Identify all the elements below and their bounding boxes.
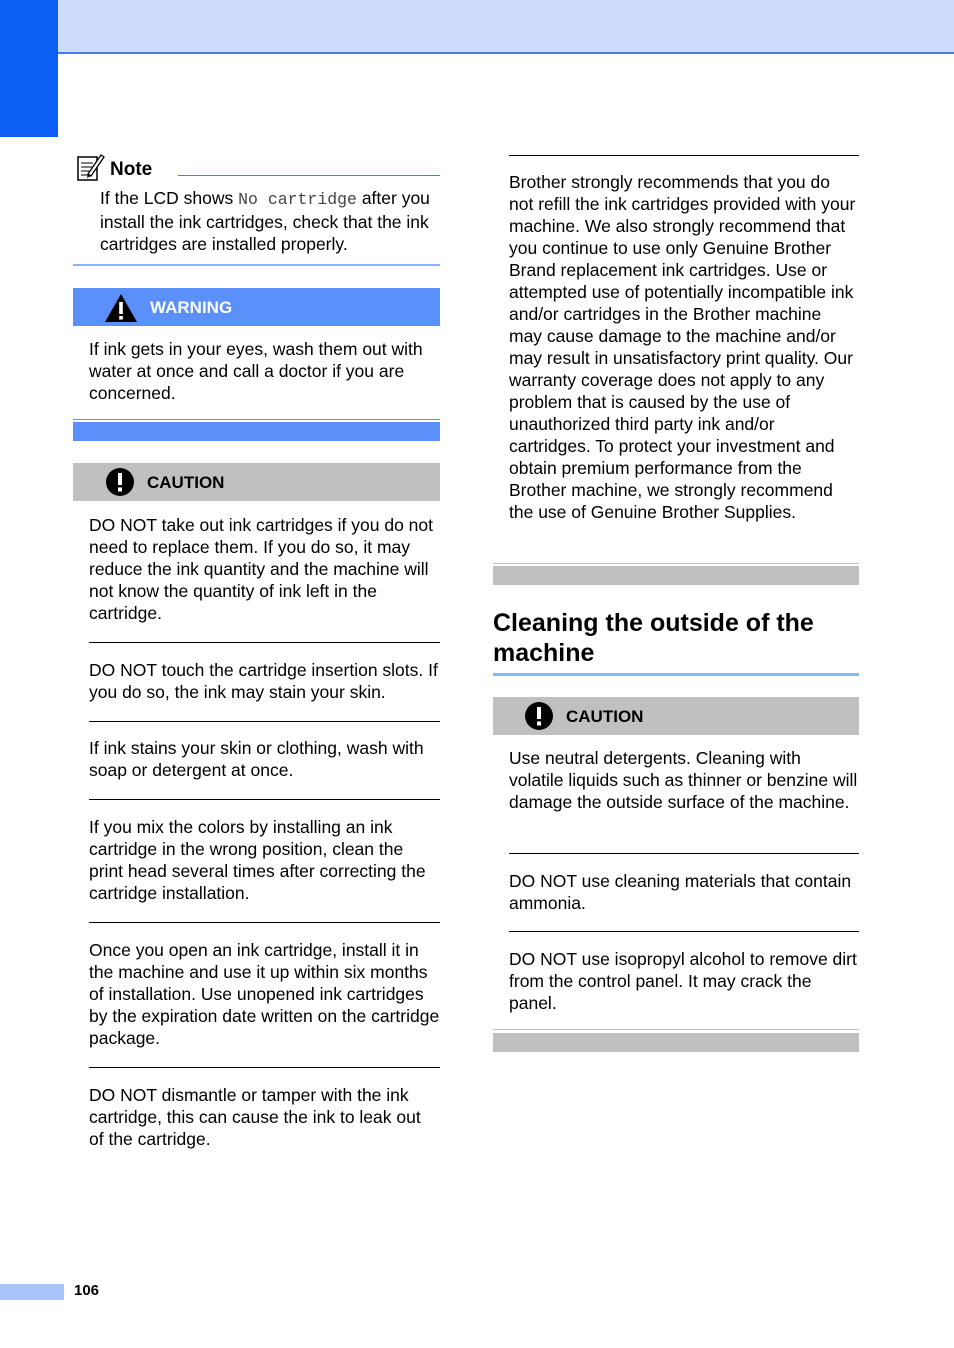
intro-footer-bar <box>493 566 859 585</box>
genuine-supplies-text: Brother strongly recommends that you do not refill the ink cartridges provided with your machine. We also strongly recommend that you continue to use only Genuine Brother Brand replacement ink cartridges. Use or attempted use of potentially incompatible ink and/or cartridges in the Brother machine may cause damage to the machine and/or may result in unsatisfactory print quality. Our warranty coverage does not apply to any problem that is caused by the use of unauthorized third party ink and/or cartridges. To protect your investment and obtain premium performance from the Brother machine, we strongly recommend the use of Genuine Brother Supplies. <box>509 172 856 522</box>
note-icon <box>76 152 106 182</box>
caution-header <box>73 463 440 501</box>
caution-separator <box>89 642 440 643</box>
caution-item: DO NOT take out ink cartridges if you do not need to replace them. If you do so, it may reduce the ink quantity and the machine will not know the quantity of ink left in the cartridge. <box>89 515 434 623</box>
page-number-tab <box>0 1284 64 1300</box>
warning-triangle-icon <box>103 292 139 324</box>
warning-end-rule <box>73 419 440 420</box>
caution-end-rule <box>493 1029 859 1030</box>
caution-separator <box>89 922 440 923</box>
chapter-tab <box>0 0 58 137</box>
caution-item: DO NOT use isopropyl alcohol to remove dirt from the control panel. It may crack the panel. <box>509 949 857 1013</box>
note-title-rule <box>178 175 440 176</box>
top-band <box>0 0 954 54</box>
caution-separator <box>89 799 440 800</box>
section-heading: Cleaning the outside of the machine <box>493 609 814 667</box>
lcd-message: No cartridge <box>238 190 357 209</box>
caution-separator <box>89 1067 440 1068</box>
section-heading-rule <box>493 673 859 676</box>
warning-header <box>73 288 440 326</box>
caution-item: Once you open an ink cartridge, install it in the machine and use it up within six months of installation. Use unopened ink cartridges by the expiration date written on the cartridge package. <box>89 940 440 1048</box>
exclamation-icon <box>525 702 553 730</box>
note-title: Note <box>110 159 153 180</box>
caution-separator <box>509 931 859 932</box>
caution-item: DO NOT dismantle or tamper with the ink cartridge, this can cause the ink to leak out of the cartridge. <box>89 1085 421 1149</box>
caution-title: CAUTION <box>566 707 644 726</box>
caution-separator <box>89 721 440 722</box>
caution-item: If ink stains your skin or clothing, wash with soap or detergent at once. <box>89 738 424 780</box>
caution-header <box>493 697 859 735</box>
warning-footer-bar <box>73 422 440 441</box>
warning-text: If ink gets in your eyes, wash them out with water at once and call a doctor if you are concerned. <box>89 339 423 403</box>
caution-item: Use neutral detergents. Cleaning with volatile liquids such as thinner or benzine will damage the outside surface of the machine. <box>509 748 858 812</box>
caution-separator <box>509 853 859 854</box>
note-bottom-rule <box>73 264 440 266</box>
page-number: 106 <box>74 1282 100 1299</box>
note-text: If the LCD shows No cartridge after you install the ink cartridges, check that the ink cartridges are installed properly. <box>100 188 430 254</box>
warning-title: WARNING <box>150 298 233 317</box>
caution-item: DO NOT touch the cartridge insertion slots. If you do so, the ink may stain your skin. <box>89 660 438 702</box>
intro-end-rule <box>493 563 859 564</box>
exclamation-icon <box>106 468 134 496</box>
caution-item: DO NOT use cleaning materials that contain ammonia. <box>509 871 852 913</box>
intro-top-rule <box>509 155 859 156</box>
caution-item: If you mix the colors by installing an ink cartridge in the wrong position, clean the print head several times after correcting the cartridge installation. <box>89 817 426 903</box>
caution-footer-bar <box>493 1033 859 1052</box>
caution-title: CAUTION <box>147 473 225 492</box>
